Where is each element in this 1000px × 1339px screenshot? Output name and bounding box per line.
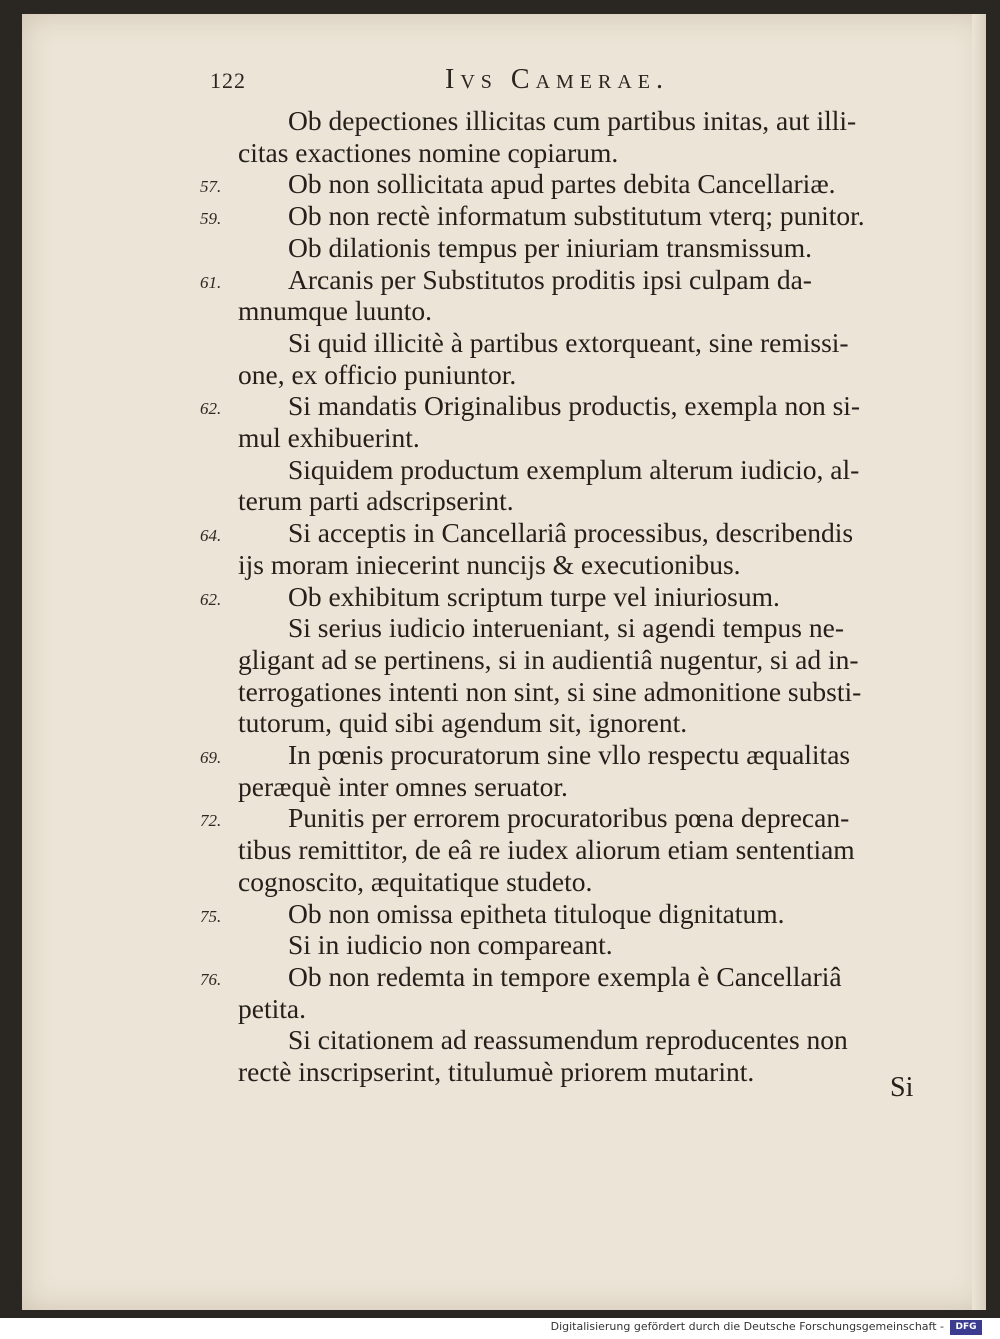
- text-line: terum parti adscripserint.: [238, 485, 514, 517]
- text-line: Punitis per errorem procuratoribus pœna deprecan-: [288, 802, 850, 834]
- text-line: mnumque luunto.: [238, 295, 433, 327]
- text-line: ijs moram iniecerint nuncijs & executionibus.: [238, 548, 741, 580]
- marginal-number: 57.: [200, 177, 222, 197]
- dfg-logo: DFG: [950, 1320, 982, 1335]
- catchword: Si: [890, 1072, 914, 1103]
- text-line: tibus remittitor, de eâ re iudex aliorum etiam sententiam: [238, 834, 855, 866]
- text-line: citas exactiones nomine copiarum.: [238, 136, 619, 168]
- page-edge: [972, 14, 986, 1310]
- text-line: cognoscito, æquitatique studeto.: [238, 865, 593, 897]
- text-line: mul exhibuerint.: [238, 422, 420, 453]
- text-line: one, ex officio puniuntor.: [238, 358, 517, 390]
- funding-credit: Digitalisierung gefördert durch die Deutsche Forschungsgemeinschaft -: [550, 1320, 944, 1333]
- marginal-number: 76.: [200, 969, 222, 989]
- text-line: petita.: [238, 992, 306, 1024]
- text-line: Siquidem productum exemplum alterum iudicio, al-: [288, 453, 860, 485]
- text-line: Arcanis per Substitutos proditis ipsi culpam da-: [288, 263, 812, 295]
- marginal-number: 62.: [200, 589, 222, 609]
- text-line: gligant ad se pertinens, si in audientiâ nugentur, si ad in-: [238, 643, 859, 675]
- text-line: In pœnis procuratorum sine vllo respectu æqualitas: [288, 739, 851, 770]
- page-number: 122: [210, 68, 246, 93]
- text-line: Si mandatis Originalibus productis, exempla non si-: [288, 390, 861, 422]
- footer-bar: [0, 1318, 1000, 1339]
- text-line: Ob non sollicitata apud partes debita Cancellariæ.: [288, 168, 836, 200]
- text-line: Ob non redemta in tempore exempla è Cancellariâ: [288, 960, 842, 992]
- text-line: peræquè inter omnes seruator.: [238, 770, 568, 802]
- page-header: [210, 62, 730, 102]
- text-line: Ob dilationis tempus per iniuriam transmissum.: [288, 231, 812, 263]
- text-line: Si citationem ad reassumendum reproducentes non: [288, 1024, 848, 1056]
- text-line: Ob exhibitum scriptum turpe vel iniuriosum.: [288, 580, 780, 612]
- text-line: Si in iudicio non compareant.: [288, 929, 613, 961]
- marginal-number: 61.: [200, 272, 222, 292]
- marginal-number: 72.: [200, 811, 222, 831]
- running-head: Ivs Camerae.: [445, 64, 670, 95]
- marginal-number: 59.: [200, 209, 222, 229]
- text-line: Ob depectiones illicitas cum partibus initas, aut illi-: [288, 105, 857, 136]
- marginal-number: 75.: [200, 906, 222, 926]
- text-line: Si quid illicitè à partibus extorqueant, sine remissi-: [288, 326, 849, 358]
- text-line: Si acceptis in Cancellariâ processibus, describendis: [288, 517, 854, 549]
- text-line: Ob non omissa epitheta tituloque dignitatum.: [288, 897, 785, 929]
- marginal-number: 64.: [200, 526, 222, 546]
- marginal-number: 69.: [200, 748, 222, 767]
- text-line: Si serius iudicio interueniant, si agendi tempus ne-: [288, 612, 845, 644]
- text-line: rectè inscripserint, titulumuè priorem mutarint.: [238, 1056, 755, 1087]
- text-line: tutorum, quid sibi agendum sit, ignorent.: [238, 707, 688, 739]
- text-line: Ob non rectè informatum substitutum vterq; punitor.: [288, 200, 865, 232]
- marginal-number: 62.: [200, 399, 222, 419]
- text-line: terrogationes intenti non sint, si sine admonitione substi-: [238, 675, 862, 707]
